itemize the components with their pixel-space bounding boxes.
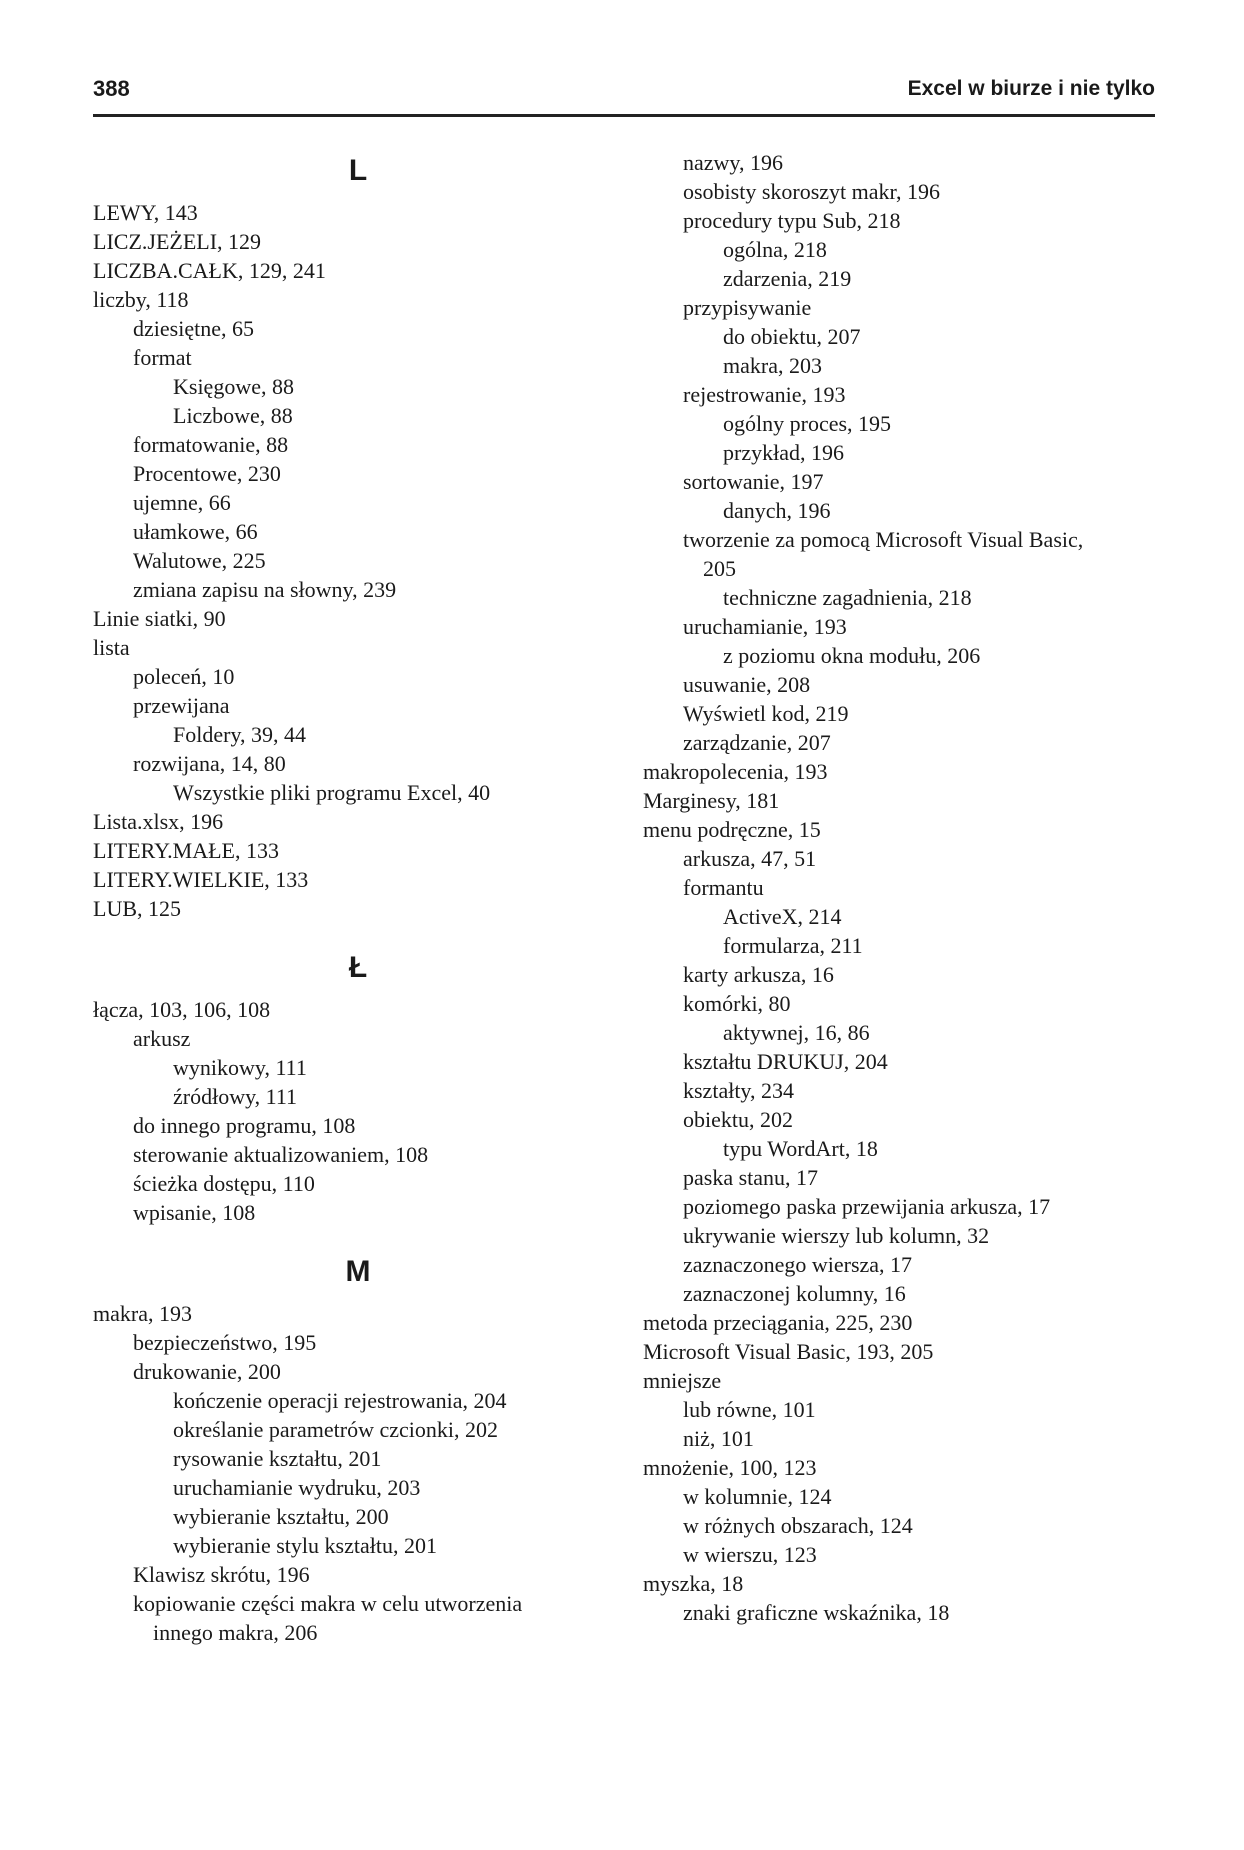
index-subentry: kształty, 234 [683, 1078, 794, 1103]
index-subentry: typu WordArt, 18 [723, 1136, 878, 1161]
index-subentry: dziesiętne, 65 [133, 316, 254, 341]
index-subentry: karty arkusza, 16 [683, 962, 834, 987]
index-subentry: zmiana zapisu na słowny, 239 [133, 577, 397, 602]
index-subentry: techniczne zagadnienia, 218 [723, 585, 972, 610]
index-subentry: kopiowanie części makra w celu utworzenia [133, 1591, 523, 1616]
index-subentry: formularza, 211 [723, 933, 863, 958]
index-subentry: poziomego paska przewijania arkusza, 17 [683, 1194, 1051, 1219]
index-subentry: ścieżka dostępu, 110 [133, 1171, 315, 1196]
index-subentry: lub równe, 101 [683, 1397, 816, 1422]
index-entry: Linie siatki, 90 [93, 606, 226, 631]
index-subentry: ujemne, 66 [133, 490, 231, 515]
index-subentry: rysowanie kształtu, 201 [173, 1446, 382, 1471]
running-header [93, 74, 1155, 117]
index-subentry: ogólny proces, 195 [723, 411, 892, 436]
index-subentry: Foldery, 39, 44 [173, 722, 307, 747]
section-letter-heading: L [348, 154, 368, 187]
index-column-left [93, 148, 623, 1647]
index-subentry: zaznaczonej kolumny, 16 [683, 1281, 906, 1306]
index-entry: Marginesy, 181 [643, 788, 780, 813]
index-entry-continuation: innego makra, 206 [153, 1620, 318, 1645]
index-subentry: rozwijana, 14, 80 [133, 751, 286, 776]
index-subentry: paska stanu, 17 [683, 1165, 819, 1190]
index-subentry: obiektu, 202 [683, 1107, 793, 1132]
index-subentry: uruchamianie wydruku, 203 [173, 1475, 421, 1500]
book-title: Excel w biurze i nie tylko [907, 77, 1155, 100]
index-subentry: poleceń, 10 [133, 664, 235, 689]
index-subentry: zdarzenia, 219 [723, 266, 852, 291]
index-entry: LEWY, 143 [93, 200, 198, 225]
index-subentry: Procentowe, 230 [133, 461, 281, 486]
index-subentry: przypisywanie [683, 295, 812, 320]
index-subentry: drukowanie, 200 [133, 1359, 281, 1384]
index-subentry: z poziomu okna modułu, 206 [723, 643, 981, 668]
index-subentry: sortowanie, 197 [683, 469, 824, 494]
page-number: 388 [93, 76, 130, 101]
index-subentry: Księgowe, 88 [173, 374, 294, 399]
index-subentry: ułamkowe, 66 [133, 519, 258, 544]
index-entry: makropolecenia, 193 [643, 759, 828, 784]
index-subentry: nazwy, 196 [683, 150, 783, 175]
index-entry: metoda przeciągania, 225, 230 [643, 1310, 913, 1335]
index-subentry: bezpieczeństwo, 195 [133, 1330, 317, 1355]
index-subentry: zarządzanie, 207 [683, 730, 831, 755]
index-subentry: wybieranie kształtu, 200 [173, 1504, 389, 1529]
index-subentry: arkusza, 47, 51 [683, 846, 817, 871]
index-subentry: Klawisz skrótu, 196 [133, 1562, 310, 1587]
index-subentry: aktywnej, 16, 86 [723, 1020, 870, 1045]
index-subentry: określanie parametrów czcionki, 202 [173, 1417, 498, 1442]
index-entry: Microsoft Visual Basic, 193, 205 [643, 1339, 934, 1364]
index-subentry: formantu [683, 875, 764, 900]
section-letter-heading: M [345, 1255, 371, 1288]
index-subentry: wybieranie stylu kształtu, 201 [173, 1533, 437, 1558]
index-subentry: Walutowe, 225 [133, 548, 266, 573]
index-entry: mnożenie, 100, 123 [643, 1455, 817, 1480]
index-entry: myszka, 18 [643, 1571, 744, 1596]
index-subentry: zaznaczonego wiersza, 17 [683, 1252, 913, 1277]
index-subentry: osobisty skoroszyt makr, 196 [683, 179, 940, 204]
index-column-right [643, 148, 1163, 1627]
index-subentry: usuwanie, 208 [683, 672, 811, 697]
index-subentry: do innego programu, 108 [133, 1113, 356, 1138]
index-subentry: przewijana [133, 693, 230, 718]
index-subentry: formatowanie, 88 [133, 432, 289, 457]
index-entry: mniejsze [643, 1368, 722, 1393]
index-entry: lista [93, 635, 130, 660]
index-subentry: do obiektu, 207 [723, 324, 861, 349]
index-subentry: przykład, 196 [723, 440, 844, 465]
index-subentry: Liczbowe, 88 [173, 403, 293, 428]
index-entry: LICZ.JEŻELI, 129 [93, 229, 262, 254]
index-entry: makra, 193 [93, 1301, 192, 1326]
index-subentry: format [133, 345, 192, 370]
index-entry: liczby, 118 [93, 287, 189, 312]
index-subentry: Wyświetl kod, 219 [683, 701, 849, 726]
index-subentry: makra, 203 [723, 353, 822, 378]
index-subentry: wpisanie, 108 [133, 1200, 256, 1225]
index-entry-continuation: 205 [703, 556, 736, 581]
index-subentry: tworzenie za pomocą Microsoft Visual Basic, [683, 527, 1084, 552]
index-entry: łącza, 103, 106, 108 [93, 997, 271, 1022]
index-subentry: w kolumnie, 124 [683, 1484, 832, 1509]
index-subentry: znaki graficzne wskaźnika, 18 [683, 1600, 950, 1625]
index-subentry: procedury typu Sub, 218 [683, 208, 901, 233]
index-subentry: arkusz [133, 1026, 191, 1051]
index-subentry: ukrywanie wierszy lub kolumn, 32 [683, 1223, 990, 1248]
section-letter-heading: Ł [348, 951, 368, 984]
index-subentry: ActiveX, 214 [723, 904, 842, 929]
index-subentry: danych, 196 [723, 498, 831, 523]
index-entry: LITERY.MAŁE, 133 [93, 838, 279, 863]
index-subentry: sterowanie aktualizowaniem, 108 [133, 1142, 429, 1167]
index-entry: Lista.xlsx, 196 [93, 809, 224, 834]
index-subentry: wynikowy, 111 [173, 1055, 307, 1080]
index-subentry: kończenie operacji rejestrowania, 204 [173, 1388, 507, 1413]
index-subentry: Wszystkie pliki programu Excel, 40 [173, 780, 491, 805]
index-subentry: komórki, 80 [683, 991, 791, 1016]
index-subentry: kształtu DRUKUJ, 204 [683, 1049, 888, 1074]
index-subentry: niż, 101 [683, 1426, 754, 1451]
index-subentry: ogólna, 218 [723, 237, 827, 262]
index-entry: LUB, 125 [93, 896, 181, 921]
index-subentry: źródłowy, 111 [173, 1084, 298, 1109]
index-subentry: rejestrowanie, 193 [683, 382, 846, 407]
index-subentry: w różnych obszarach, 124 [683, 1513, 913, 1538]
index-entry: LITERY.WIELKIE, 133 [93, 867, 309, 892]
index-subentry: w wierszu, 123 [683, 1542, 817, 1567]
index-entry: menu podręczne, 15 [643, 817, 821, 842]
index-subentry: uruchamianie, 193 [683, 614, 847, 639]
index-entry: LICZBA.CAŁK, 129, 241 [93, 258, 326, 283]
